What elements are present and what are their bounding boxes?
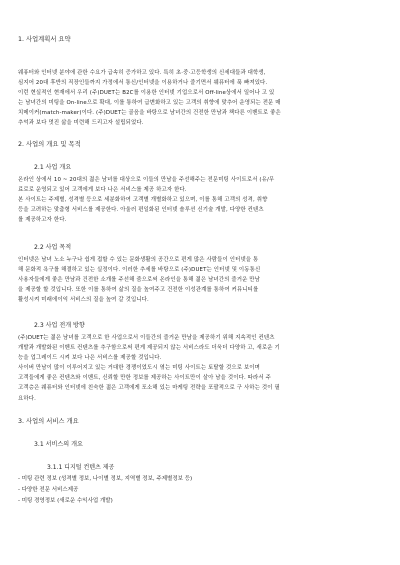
text-line: 해 문화적 욕구를 해결하고 있는 실정이다. 이러한 추세를 바탕으로 (주)DUET는 인터넷 및 이동통신 <box>18 267 261 274</box>
text-line: 웨퓨터와 인터넷 분야에 관한 수요가 급속히 증가하고 있다. 특히 초·중·고등학생의 신세대들과 대학생, <box>18 70 266 76</box>
section-2-3-title: 2.3 사업 전개 방향 <box>34 322 85 329</box>
section-1-paragraph <box>18 68 384 129</box>
text-line: 본 사이트는 주제별, 성격별 등으로 세분화하여 고객별 개별화하고 있으며, 이를 통해 고객의 성격, 취향 <box>18 197 268 204</box>
text-line: 개발과 개발화된 이벤트 컨텐츠를 추구함으로써 편게 제공되지 않는 서비스라도 더욱더 다양하 고, 새로운 기 <box>18 345 280 352</box>
text-line: 를 제공하고자 한다. <box>18 217 67 224</box>
list-item: - 미팅 관련 정보 (성격별 정보, 나이별 정보, 지역별 정보, 주제별정보 등) <box>18 476 193 482</box>
text-line: 고객층은 웨퓨터와 인터넷에 친숙한 젊은 고객에게 포소해 있는 마케팅 전략을 포괄적으로 구 사하는 것이 필 <box>18 385 280 392</box>
text-line: 추억과 보다 멋진 삶을 미련해 드리고자 설립되었다. <box>18 120 144 127</box>
section-3-1-1-title: 3.1.1 디지털 컨텐츠 제공 <box>47 464 115 471</box>
text-line: 는 남녀간의 미팅을 On-line으로 확대, 이를 통하여 급변화하고 있는 고객의 취향에 맞추어 운영되는 전문 매 <box>18 100 281 107</box>
text-line: 등을 고려하는 맞춤형 서비스를 제공한다. 아울러 편일화된 인터넷 솔루션 신기술 개발, 다양한 컨텐츠 <box>18 207 264 214</box>
section-3-title: 3. 사업의 서비스 개요 <box>18 418 79 425</box>
text-line: 고객들에게 좋은 컨텐츠와 이벤트, 신뢰할 만한 정보를 제공하는 사이트만이 살아 남을 것이다. 따라서 주 <box>18 375 271 382</box>
service-list <box>18 474 378 507</box>
text-line: 료로로 운영되고 있어 고객에게 보다 나은 서비스를 제공 하고자 한다. <box>18 187 187 194</box>
text-line: 심지어 20대 후반의 직장인들까지 가정에서 통신/인터넷을 이용하거나 즐기면서 웨퓨터에 푹 빠져있다. <box>18 80 268 87</box>
section-2-1-title: 2.1 사업 개요 <box>34 164 72 171</box>
section-2-2-paragraph <box>18 255 384 305</box>
text-line: 치메이커(match-maker)이다. (주)DUET는 골음을 바탕으로 남녀간의 건전한 만남과 책다른 이벤트로 좋은 <box>18 110 281 117</box>
text-line: 인터넷은 남녀 노소 누구나 쉽게 접할 수 있는 문화생활의 공간으로 편게 많은 사람들이 인터넷을 통 <box>18 257 259 263</box>
section-2-1-paragraph <box>18 175 384 225</box>
section-2-title: 2. 사업의 개요 및 목적 <box>18 141 81 148</box>
text-line: 요하다. <box>18 395 36 402</box>
section-1-title: 1. 사업계획서 요약 <box>18 36 71 43</box>
text-line: 을 제공할 할 것입니다. 또한 이를 통하여 삶의 질을 높여주고 건전한 이성관계를 통하여 커뮤니티를 <box>18 287 259 294</box>
section-2-2-title: 2.2 사업 목적 <box>34 244 72 251</box>
text-line: 온라인 상에서 10 ~ 20대의 젊은 남녀를 대상으로 이들의 만남을 주선해주는 전문미팅 사이트로서 (유/무 <box>18 177 275 183</box>
text-line: 사용자들에게 좋은 만남과 건전한 소개를 주선해 줌으로써 온라인을 통해 젊은 남녀간의 즐거운 만남 <box>18 277 261 284</box>
list-item: - 다양한 전문 서비스제공 <box>18 487 79 493</box>
section-2-3-paragraph <box>18 333 384 404</box>
text-line: 능을 업그레이드 시켜 보다 나은 서비스를 제공할 것입니다. <box>18 355 162 362</box>
list-item: - 미팅 경영정보 (새로운 수익사업 개발) <box>18 498 113 504</box>
text-line: (주)DUET는 젊은 남녀를 고객으로 한 사업으로서 이들간의 즐거운 만남을 제공하기 위해 지속적인 컨텐츠 <box>18 335 275 341</box>
text-line: 사이버 만남이 많이 이루어지고 있는 거대한 경쟁이었도시 엮는 미팅 사이트는 토탈할 것으로 보이며 <box>18 365 261 372</box>
text-line: 이런 현실적인 현재에서 우리 (주)DUET는 B2C를 이용한 인터넷 기업으로서 Off-line상에서 일어나 고 있 <box>18 90 275 97</box>
text-line: 활성시켜 미래에이익 서비스의 질을 높여 갈 것입니다. <box>18 297 149 304</box>
section-3-1-title: 3.1 서비스의 개요 <box>34 441 83 448</box>
